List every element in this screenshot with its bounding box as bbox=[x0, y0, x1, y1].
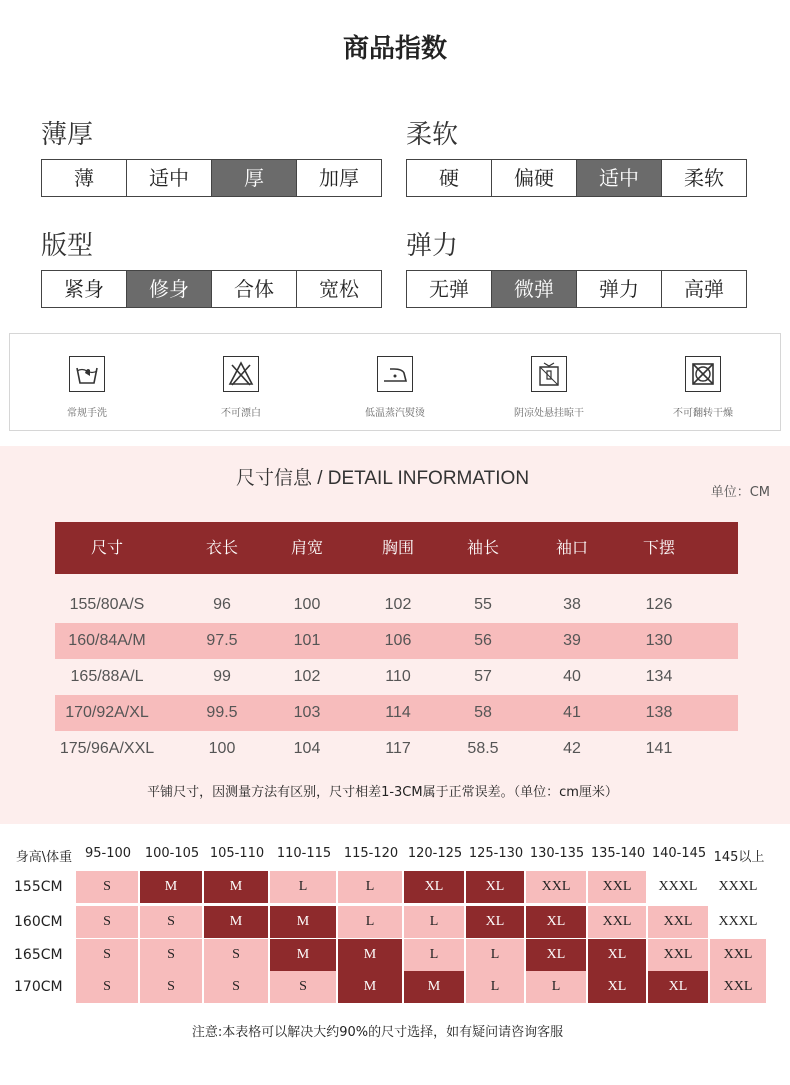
index-option-selected: 修身 bbox=[127, 271, 212, 307]
index-label: 版型 bbox=[41, 231, 94, 261]
weight-header: 95-100 bbox=[84, 846, 132, 861]
size-chart-cell: L bbox=[466, 971, 526, 1003]
size-chart-cell: M bbox=[404, 971, 466, 1003]
size-chart-cell: S bbox=[76, 971, 140, 1003]
size-cell: 40 bbox=[563, 668, 581, 685]
size-col-header: 尺寸 bbox=[90, 538, 123, 557]
index-option-selected: 微弹 bbox=[492, 271, 577, 307]
weight-header: 135-140 bbox=[590, 846, 646, 861]
care-label: 常规手洗 bbox=[67, 408, 107, 419]
size-chart-cell: L bbox=[404, 906, 466, 938]
care-label: 不可漂白 bbox=[221, 408, 261, 419]
size-chart-cell: XL bbox=[404, 871, 466, 903]
hang-dry-shade-icon bbox=[531, 356, 567, 392]
index-option-selected: 适中 bbox=[577, 160, 662, 196]
size-cell: 114 bbox=[385, 704, 411, 721]
size-chart-cell: S bbox=[204, 971, 270, 1003]
size-cell: 134 bbox=[645, 668, 673, 685]
index-option: 宽松 bbox=[319, 277, 359, 301]
weight-header: 130-135 bbox=[529, 846, 585, 861]
index-option: 硬 bbox=[407, 160, 492, 196]
size-chart-cell: XXL bbox=[648, 906, 710, 938]
size-chart-row bbox=[0, 871, 790, 903]
size-table-row bbox=[55, 731, 738, 767]
size-chart-cell: L bbox=[466, 939, 526, 971]
weight-header: 105-110 bbox=[209, 846, 265, 861]
size-cell: 155/80A/S bbox=[69, 596, 145, 613]
index-group bbox=[406, 226, 747, 308]
height-label: 155CM bbox=[14, 879, 63, 895]
size-table-header bbox=[55, 522, 738, 574]
size-cell: 130 bbox=[645, 632, 673, 649]
index-group bbox=[406, 115, 747, 197]
size-table-row bbox=[55, 623, 738, 659]
index-option: 无弹 bbox=[407, 271, 492, 307]
size-chart-cell: XL bbox=[588, 939, 648, 971]
size-note: 平铺尺寸，因测量方法有区别，尺寸相差1-3CM属于正常误差。（单位：cm厘米） bbox=[147, 785, 618, 800]
size-cell: 101 bbox=[293, 632, 321, 649]
height-label: 170CM bbox=[14, 979, 63, 995]
size-chart-cell: XXL bbox=[526, 871, 588, 903]
size-cell: 102 bbox=[384, 596, 412, 613]
height-label: 160CM bbox=[14, 914, 63, 930]
size-cell: 39 bbox=[563, 632, 581, 649]
size-cell: 58.5 bbox=[467, 740, 499, 757]
index-option-selected: 厚 bbox=[212, 160, 297, 196]
size-chart-cell: M bbox=[204, 906, 270, 938]
size-cell: 99 bbox=[213, 668, 231, 685]
size-cell: 100 bbox=[208, 740, 236, 757]
size-cell: 100 bbox=[293, 596, 321, 613]
size-chart-cell: M bbox=[204, 871, 270, 903]
size-col-header: 袖口 bbox=[555, 538, 588, 557]
low-temp-iron-icon bbox=[377, 356, 413, 392]
index-option: 偏硬 bbox=[492, 160, 577, 196]
size-chart-cell: XL bbox=[466, 871, 526, 903]
index-label: 薄厚 bbox=[41, 120, 94, 150]
size-cell: 41 bbox=[563, 704, 581, 721]
size-chart-cell: S bbox=[140, 939, 204, 971]
size-cell: 106 bbox=[384, 632, 412, 649]
size-cell: 160/84A/M bbox=[68, 632, 146, 649]
care-item bbox=[626, 334, 780, 430]
index-option: 合体 bbox=[212, 271, 297, 307]
index-option: 紧身 bbox=[42, 271, 127, 307]
size-col-header: 袖长 bbox=[466, 538, 499, 557]
size-chart-cell: M bbox=[338, 971, 404, 1003]
size-chart-row bbox=[0, 939, 790, 971]
size-cell: 138 bbox=[645, 704, 673, 721]
size-chart-note: 注意:本表格可以解决大约90%的尺寸选择，如有疑问请咨询客服 bbox=[191, 1025, 564, 1040]
size-cell: 165/88A/L bbox=[70, 668, 144, 685]
no-tumble-dry-icon bbox=[685, 356, 721, 392]
index-scale bbox=[41, 270, 382, 308]
size-chart-cell: L bbox=[404, 939, 466, 971]
size-table-row bbox=[55, 659, 738, 695]
weight-header: 125-130 bbox=[468, 846, 524, 861]
weight-header: 110-115 bbox=[276, 846, 332, 861]
weight-header: 140-145 bbox=[651, 846, 707, 861]
size-cell: 97.5 bbox=[206, 632, 238, 649]
size-chart-cell: L bbox=[338, 906, 404, 938]
size-chart-cell: XXXL bbox=[710, 906, 768, 938]
size-chart-cell: M bbox=[270, 939, 338, 971]
index-group bbox=[41, 226, 382, 308]
size-cell: 103 bbox=[293, 704, 321, 721]
care-item bbox=[318, 334, 472, 430]
size-info-title: 尺寸信息 / DETAIL INFORMATION bbox=[235, 468, 530, 489]
index-scale bbox=[406, 159, 747, 197]
size-cell: 38 bbox=[563, 596, 581, 613]
size-cell: 104 bbox=[293, 740, 321, 757]
weight-header: 115-120 bbox=[343, 846, 399, 861]
size-chart-cell: M bbox=[140, 871, 204, 903]
index-option: 薄 bbox=[42, 160, 127, 196]
no-bleach-icon bbox=[223, 356, 259, 392]
size-chart-cell: XXXL bbox=[648, 871, 710, 903]
size-col-header: 下摆 bbox=[642, 538, 675, 557]
weight-header: 120-125 bbox=[407, 846, 463, 861]
size-chart-cell: XXL bbox=[710, 939, 768, 971]
size-table-row bbox=[55, 695, 738, 731]
size-cell: 58 bbox=[474, 704, 492, 721]
care-item bbox=[472, 334, 626, 430]
size-cell: 96 bbox=[213, 596, 231, 613]
corner-header: 身高\体重 bbox=[15, 850, 73, 865]
size-cell: 117 bbox=[385, 740, 411, 757]
size-chart-cell: S bbox=[76, 906, 140, 938]
index-option: 加厚 bbox=[319, 166, 359, 190]
size-chart-cell: L bbox=[270, 871, 338, 903]
size-chart-cell: XL bbox=[526, 906, 588, 938]
size-cell: 126 bbox=[645, 596, 673, 613]
size-chart-cell: S bbox=[204, 939, 270, 971]
index-group bbox=[41, 115, 382, 197]
size-chart-cell: XXL bbox=[710, 971, 768, 1003]
index-option: 高弹 bbox=[684, 277, 724, 301]
weight-header: 100-105 bbox=[144, 846, 200, 861]
size-chart-cell: S bbox=[270, 971, 338, 1003]
care-label: 低温蒸汽熨烫 bbox=[365, 408, 425, 419]
size-chart-cell: S bbox=[140, 971, 204, 1003]
size-chart-cell: XL bbox=[588, 971, 648, 1003]
weight-header: 145以上 bbox=[713, 850, 765, 865]
size-chart-cell: M bbox=[270, 906, 338, 938]
care-item bbox=[10, 334, 164, 430]
care-instructions bbox=[9, 333, 781, 431]
page-title: 商品指数 bbox=[342, 34, 447, 64]
size-cell: 42 bbox=[563, 740, 581, 757]
size-chart-cell: XL bbox=[466, 906, 526, 938]
index-option: 柔软 bbox=[684, 166, 724, 190]
size-cell: 99.5 bbox=[206, 704, 238, 721]
index-option: 弹力 bbox=[577, 271, 662, 307]
size-col-header: 胸围 bbox=[381, 538, 414, 557]
size-chart-cell: S bbox=[76, 939, 140, 971]
index-label: 柔软 bbox=[406, 120, 459, 150]
care-label: 不可翻转干燥 bbox=[673, 408, 733, 419]
size-chart-cell: XXL bbox=[648, 939, 710, 971]
size-chart-cell: XXL bbox=[588, 871, 648, 903]
hand-wash-icon bbox=[69, 356, 105, 392]
size-chart-cell: XXXL bbox=[710, 871, 768, 903]
index-scale bbox=[41, 159, 382, 197]
unit-label: 单位：CM bbox=[710, 485, 770, 500]
size-cell: 57 bbox=[474, 668, 492, 685]
care-item bbox=[164, 334, 318, 430]
index-option: 适中 bbox=[127, 160, 212, 196]
size-chart-cell: L bbox=[338, 871, 404, 903]
size-chart-cell: M bbox=[338, 939, 404, 971]
index-scale bbox=[406, 270, 747, 308]
size-cell: 102 bbox=[293, 668, 321, 685]
size-cell: 56 bbox=[474, 632, 492, 649]
size-chart-cell: L bbox=[526, 971, 588, 1003]
size-chart-cell: XXL bbox=[588, 906, 648, 938]
size-cell: 110 bbox=[385, 668, 411, 685]
size-cell: 175/96A/XXL bbox=[59, 740, 155, 757]
size-chart-cell: S bbox=[140, 906, 204, 938]
size-col-header: 肩宽 bbox=[290, 538, 323, 557]
size-cell: 170/92A/XL bbox=[65, 704, 149, 721]
size-chart-cell: XL bbox=[648, 971, 710, 1003]
care-label: 阴凉处悬挂晾干 bbox=[514, 408, 584, 419]
size-col-header: 衣长 bbox=[205, 538, 238, 557]
size-table-row bbox=[55, 587, 738, 623]
height-label: 165CM bbox=[14, 947, 63, 963]
size-cell: 55 bbox=[474, 596, 492, 613]
size-chart-row bbox=[0, 971, 790, 1003]
size-cell: 141 bbox=[645, 740, 673, 757]
size-chart-row bbox=[0, 906, 790, 938]
size-chart-cell: XL bbox=[526, 939, 588, 971]
index-label: 弹力 bbox=[406, 231, 459, 261]
size-chart-cell: S bbox=[76, 871, 140, 903]
